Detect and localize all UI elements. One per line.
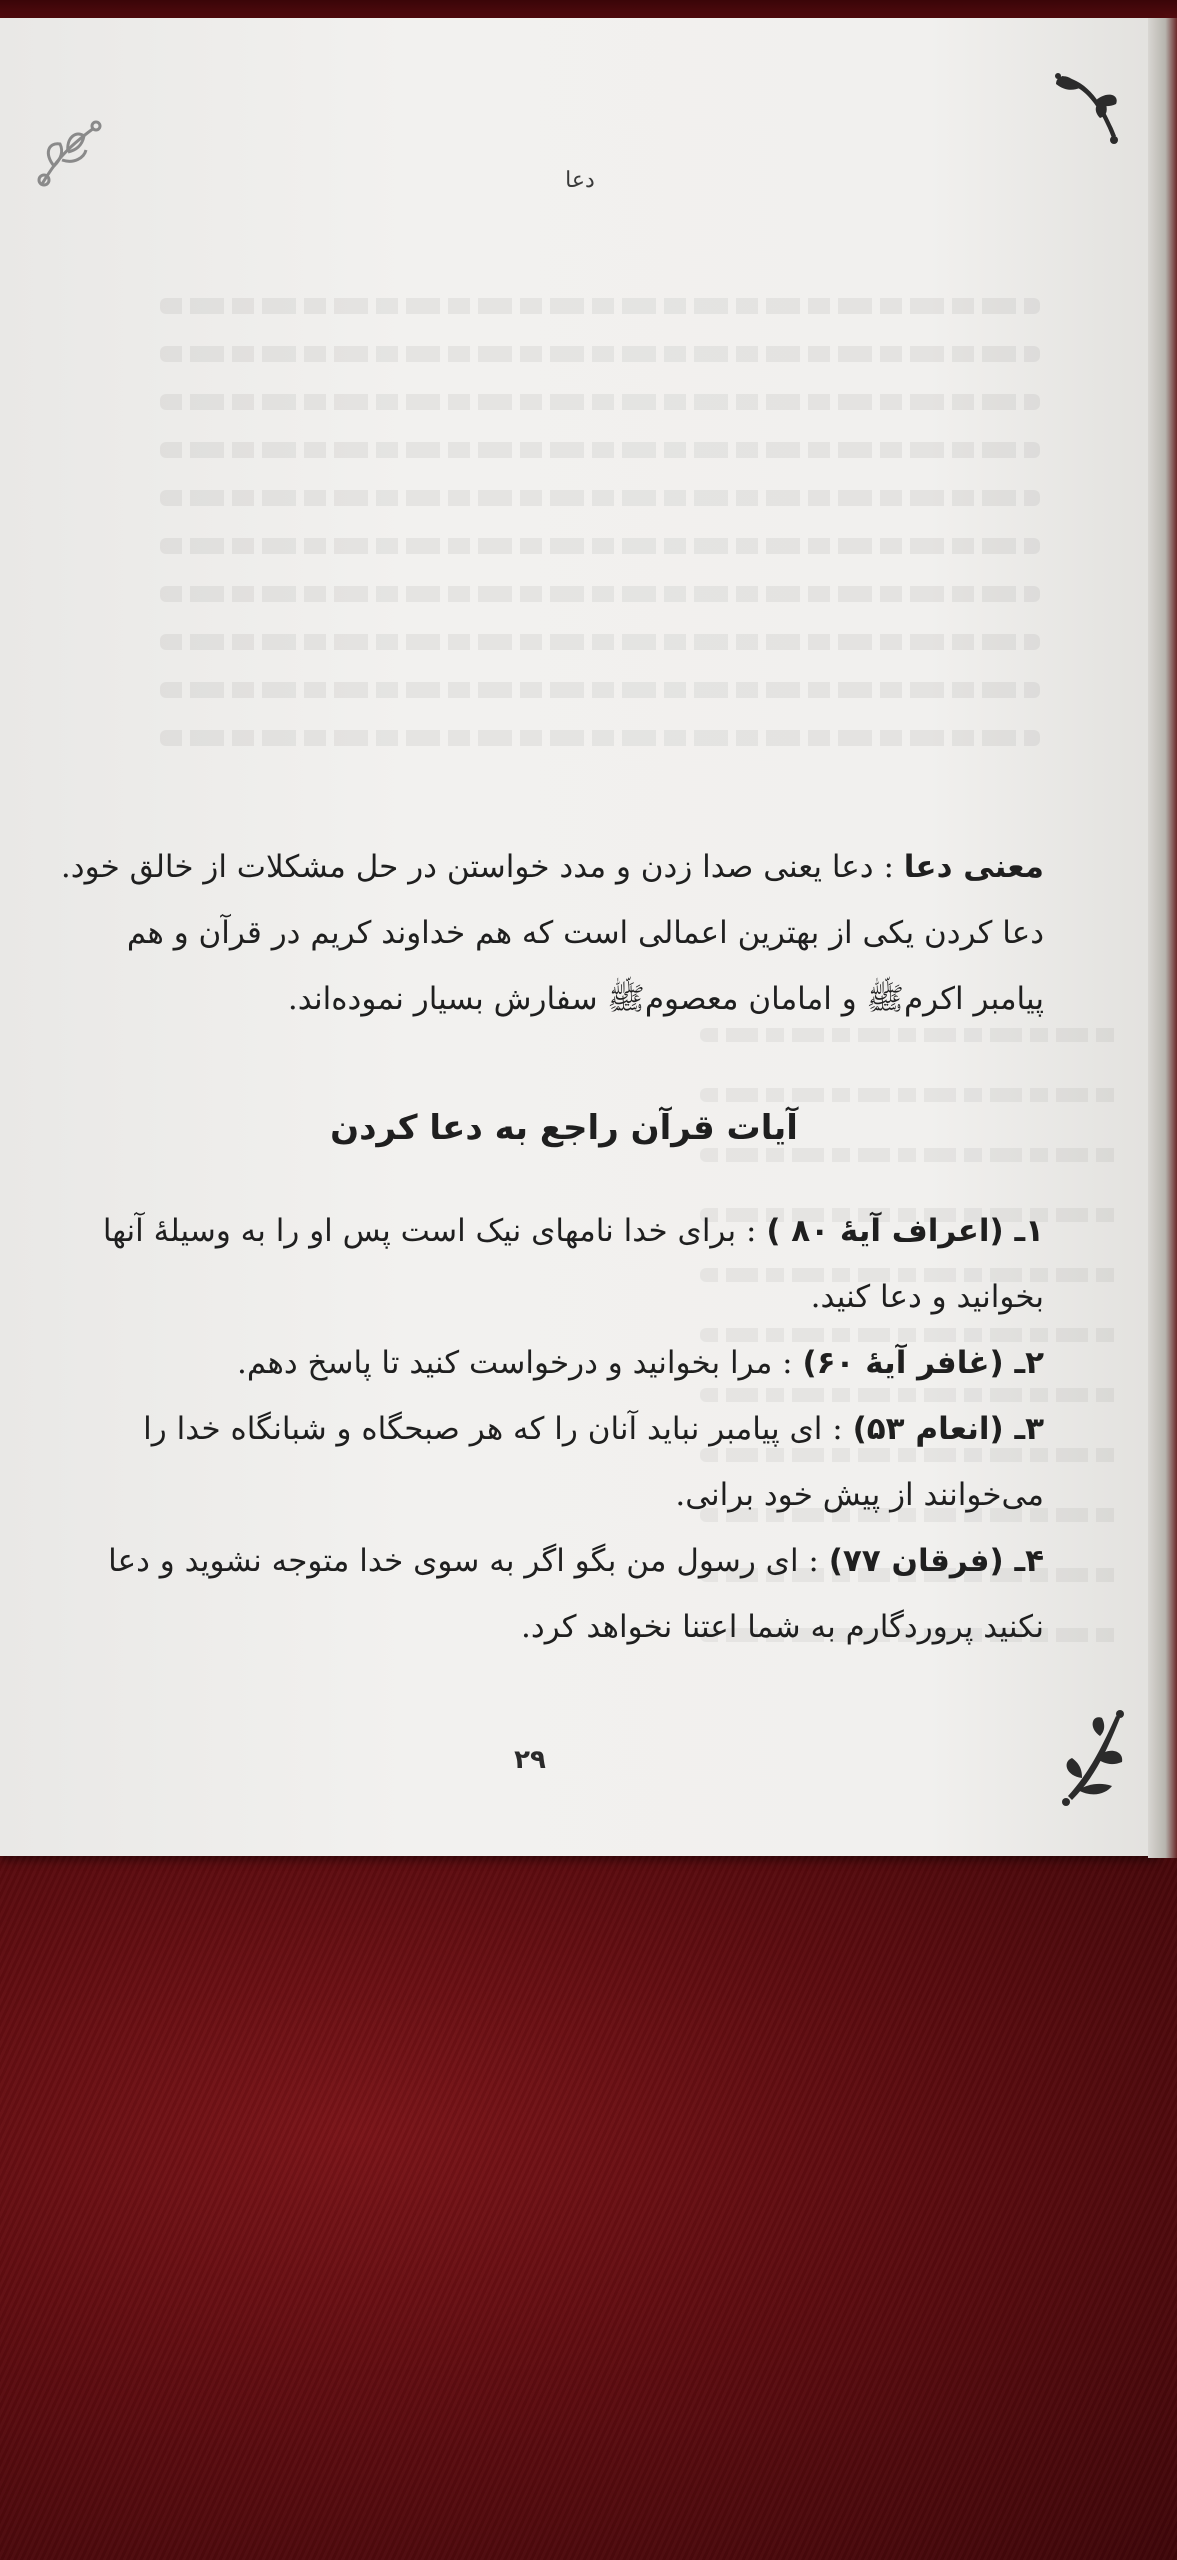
definition-term: معنی دعا [903, 849, 1044, 885]
book-page [0, 18, 1160, 1856]
verse-ref: ۴ـ (فرقان ۷۷) [828, 1543, 1044, 1579]
show-through-text [160, 298, 1040, 798]
verse-list [84, 1198, 1044, 1660]
page-number: ۲۹ [514, 1745, 546, 1775]
definition-line: دعا کردن یکی از بهترین اعمالی است که هم خداوند کریم در قرآن و هم [126, 915, 1044, 951]
section-heading: آیات قرآن راجع به دعا کردن [330, 1108, 798, 1148]
definition-line: پیامبر اکرمﷺ و امامان معصومﷺ سفارش بسیار نموده‌اند. [287, 981, 1044, 1017]
verse-item: ۳ـ (انعام ۵۳) : ای پیامبر نباید آنان را که هر صبحگاه و شبانگاه خدا را [143, 1411, 1044, 1447]
verse-item: ۴ـ (فرقان ۷۷) : ای رسول من بگو اگر به سوی خدا متوجه نشوید و دعا [108, 1543, 1044, 1579]
definition-line: معنی دعا : دعا یعنی صدا زدن و مدد خواستن در حل مشکلات از خالق خود. [60, 849, 1044, 885]
page-edge [1148, 18, 1177, 1858]
red-velvet-background [0, 1850, 1177, 2560]
verse-ref: ۱ـ (اعراف آیهٔ ۸۰ ) [766, 1213, 1044, 1249]
verse-item: ۱ـ (اعراف آیهٔ ۸۰ ) : برای خدا نامهای نیک است پس او را به وسیلهٔ آنها [102, 1213, 1044, 1249]
definition-paragraph [60, 834, 1044, 1032]
verse-line: بخوانید و دعا کنید. [810, 1279, 1044, 1315]
floral-corner-icon [1050, 66, 1126, 146]
verse-ref: ۲ـ (غافر آیهٔ ۶۰) [802, 1345, 1044, 1381]
verse-line: نکنید پروردگارم به شما اعتنا نخواهد کرد. [521, 1609, 1044, 1645]
running-head: دعا [565, 168, 595, 193]
verse-line: می‌خوانند از پیش خود برانی. [675, 1477, 1044, 1513]
verse-ref: ۳ـ (انعام ۵۳) [852, 1411, 1044, 1447]
verse-item: ۲ـ (غافر آیهٔ ۶۰) : مرا بخوانید و درخواست کنید تا پاسخ دهم. [237, 1345, 1044, 1381]
